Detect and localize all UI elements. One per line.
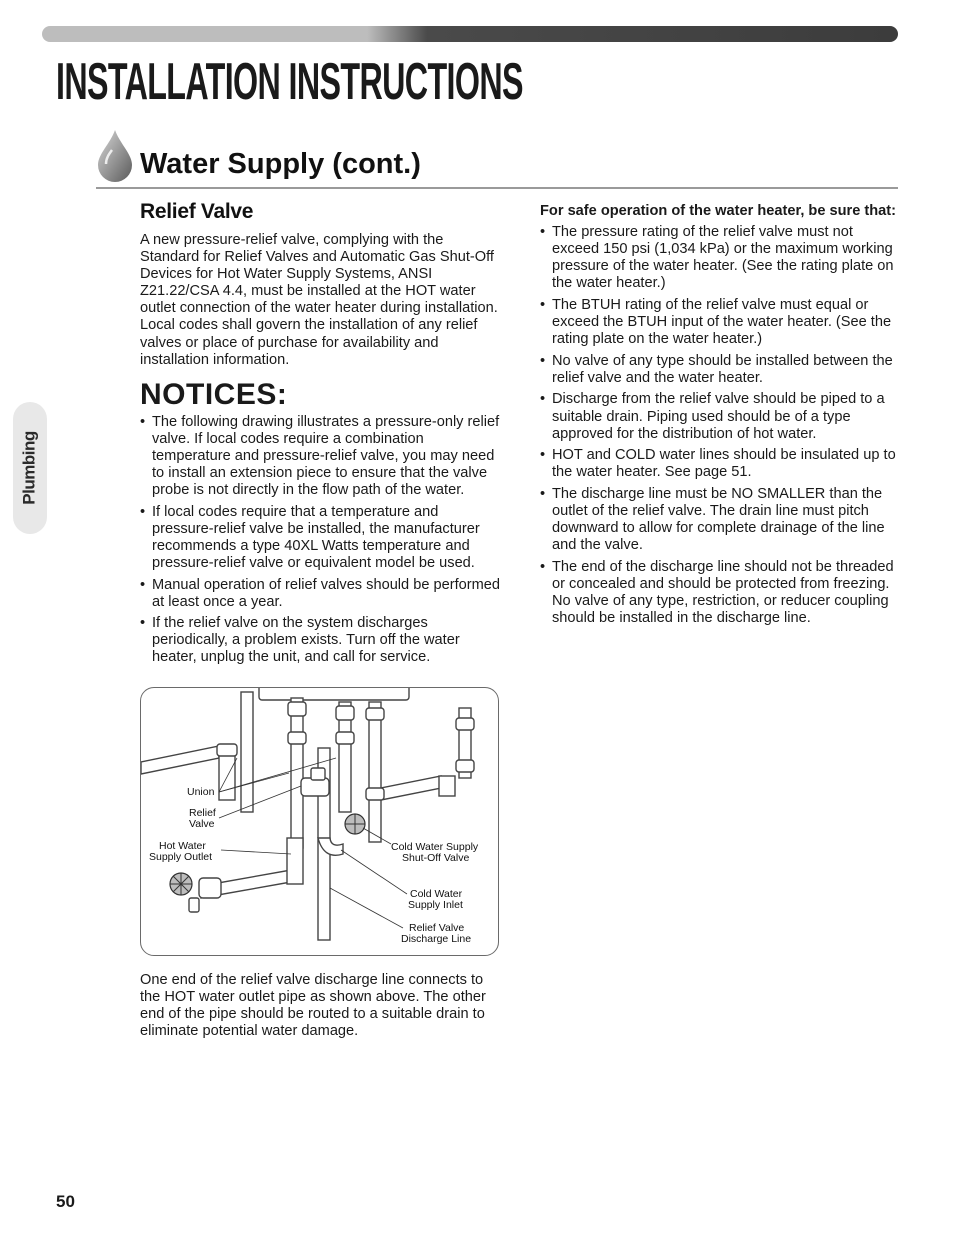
relief-valve-label-line1: Relief <box>189 807 216 819</box>
page-number: 50 <box>56 1192 75 1211</box>
safe-operation-item: • HOT and COLD water lines should be insulated up to the water heater. See page 51. <box>540 447 900 481</box>
safe-operation-item: • The discharge line must be NO SMALLER than the outlet of the relief valve. The drain line must pitch downward to allow for complete drainage of the line and the valve. <box>540 486 900 554</box>
page-title: INSTALLATION INSTRUCTIONS <box>56 53 523 111</box>
safe-operation-list <box>540 224 900 627</box>
safe-operation-intro: For safe operation of the water heater, be sure that: <box>540 203 897 219</box>
notice-item: • Manual operation of relief valves should be performed at least once a year. <box>140 577 502 611</box>
section-title: Water Supply (cont.) <box>140 148 421 180</box>
safe-operation-item: • The end of the discharge line should not be threaded or concealed and should be protected from freezing. No valve of any type, restriction, or reducer coupling should be installed in the discharge line. <box>540 559 900 627</box>
safe-operation-item: • No valve of any type should be installed between the relief valve and the water heater. <box>540 353 900 387</box>
notices-heading: NOTICES: <box>140 377 288 411</box>
discharge-label-line2: Discharge Line <box>401 933 472 945</box>
cold-inlet-label-line1: Cold Water <box>410 888 463 900</box>
hot-water-label-line1: Hot Water <box>159 840 206 852</box>
left-column <box>140 200 502 671</box>
safe-operation-item: • The BTUH rating of the relief valve must equal or exceed the BTUH input of the water heater. (See the rating plate on the water heater.) <box>540 297 900 348</box>
notice-item: • If the relief valve on the system discharges periodically, a problem exists. Turn off the water heater, unplug the unit, and call for service. <box>140 615 502 666</box>
header-bar <box>42 26 898 42</box>
discharge-label-line1: Relief Valve <box>409 922 465 934</box>
figure-caption: One end of the relief valve discharge line connects to the HOT water outlet pipe as shown above. The other end of the pipe should be routed to a suitable drain to eliminate potential water damage. <box>140 972 486 1040</box>
cold-shutoff-label-line1: Cold Water Supply <box>391 841 479 853</box>
notices-list <box>140 414 502 667</box>
water-drop-icon <box>96 128 134 182</box>
union-label: Union <box>187 786 215 798</box>
relief-valve-heading: Relief Valve <box>140 200 254 223</box>
right-column <box>540 203 900 632</box>
cold-shutoff-label-line2: Shut-Off Valve <box>402 852 470 864</box>
side-tab-label: Plumbing <box>20 431 40 505</box>
notice-item: • If local codes require that a temperature and pressure-relief valve be installed, the manufacturer recommends a type 40XL Watts temperature and pressure-relief valve or equivalent model be used. <box>140 504 502 572</box>
section-divider <box>96 187 898 189</box>
relief-valve-diagram <box>140 687 499 956</box>
relief-valve-label-line2: Valve <box>189 818 215 830</box>
cold-inlet-label-line2: Supply Inlet <box>408 899 463 911</box>
relief-valve-body: A new pressure-relief valve, complying with the Standard for Relief Valves and Automatic Gas Shut-Off Devices for Hot Water Supply Systems, ANSI Z21.22/CSA 4.4, must be installed at the HOT water outlet connection of the water heater during installation. Local codes shall govern the installation of any relief valves or place of purchase for availability and installation information. <box>140 232 498 368</box>
hot-water-label-line2: Supply Outlet <box>149 851 213 863</box>
safe-operation-item: • The pressure rating of the relief valve must not exceed 150 psi (1,034 kPa) or the maximum working pressure of the water heater. (See the rating plate on the water heater.) <box>540 224 900 292</box>
safe-operation-item: • Discharge from the relief valve should be piped to a suitable drain. Piping used should be of a type approved for the distribution of hot water. <box>540 391 900 442</box>
notice-item: • The following drawing illustrates a pressure-only relief valve. If local codes require a combination temperature and pressure-relief valve, you may need to install an extension piece to ensure that the valve probe is not directly in the flow path of the water. <box>140 414 502 499</box>
